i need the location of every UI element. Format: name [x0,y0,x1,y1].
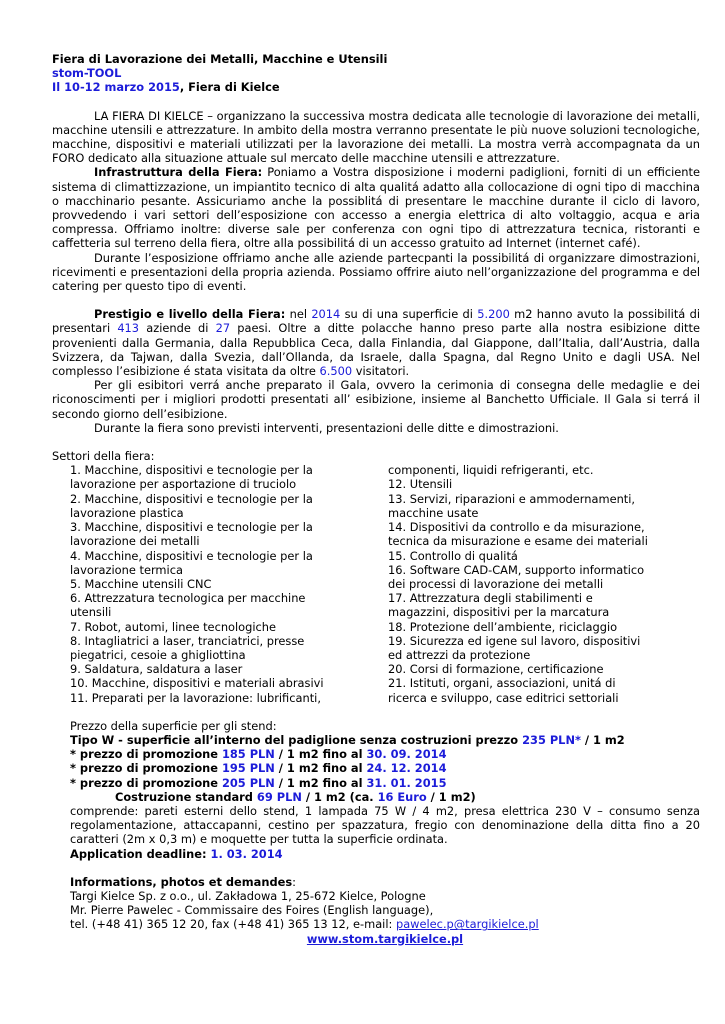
fair-date-line [52,80,700,94]
comprende-text: comprende: pareti esterni dello stend, 1 lampada 75 W / 4 m2, presa elettrica 230 V – consumo senza regolamentazione, attaccapanni, cestino per spazzatura, fregio con denominazione della ditta fino a 20 caratteri (2m x 0,3 m) e moquette per tutta la superficie ordinata. [70,803,700,847]
promo-list [70,747,700,790]
tipo-w-line [70,733,700,747]
sector-line: 1. Macchine, dispositivi e tecnologie per la [70,463,313,478]
fair-name: stom-TOOL [52,66,122,81]
promo-text: * prezzo di promozione [70,747,222,762]
promo-price: 205 PLN [221,775,275,790]
intro-paragraph: LA FIERA DI KIELCE – organizzano la successiva mostra dedicata alle tecnologie di lavorazione dei metalli, macchine utensili e attrezzature. In ambito della mostra verranno presentate le più nuove soluzioni tecnologiche, macchine, dispositivi e materiali utilizzati per la lavorazione dei metalli. La mostra verrà accompagnata da un FORO dedicato alla situazione attuale sul mercato delle macchine utensili e attrezzature. [52,108,700,166]
gala-paragraph: Per gli esibitori verrá anche preparato il Gala, ovvero la cerimonia di consegna delle medaglie e dei riconoscimenti per i migliori prodotti presentati all’ esibizione, insieme al Banchetto Ufficiale. Il Gala si terrá il secondo giorno dell’esibizione. [52,378,700,421]
prestigio-text: visitatori. [352,364,410,379]
sector-line: 21. Istituti, organi, associazioni, unitá di [388,676,616,691]
prestigio-text: paesi. Oltre a ditte polacche hanno preso parte alla nostra esibizione ditte provenienti dalla Germania, dalla Repubblica Ceca, dalla Finlandia, dal Giappone, dall’Italia, dall’Austria, dalla Svizzera, da Tajwan, dalla Svezia, dall’Ollanda, da Israele, dalla Spagna, dal Regno Unito e dagli USA. Nel complesso l’esibizione é stata visitata da oltre [52,321,700,379]
sector-line: lavorazione per asportazione di truciolo [70,477,297,492]
promo-text: / 1 m2 fino al [274,747,367,762]
sector-line: 7. Robot, automi, linee tecnologiche [70,619,277,634]
contact-phone-line [70,917,700,931]
sector-line: componenti, liquidi refrigeranti, etc. [388,463,594,478]
sector-line: piegatrici, cesoie a ghigliottina [70,647,246,662]
fair-place: , Fiera di Kielce [179,80,280,95]
sector-line: macchine usate [388,505,479,520]
sector-line: utensili [70,605,112,620]
prestigio-visitors: 6.500 [319,364,353,379]
promo-line [70,761,700,775]
standard-price: 69 PLN [256,789,302,804]
prestigio-text: nel [285,307,312,322]
sectors-list [70,463,700,704]
contact-title-line [70,875,700,889]
contact-colon: : [292,874,296,889]
prestigio-text: su di una superficie di [340,307,478,322]
prestigio-paragraph [52,307,700,378]
standard-text: / 1 m2) [426,789,476,804]
prestigio-area: 5.200 [477,307,510,322]
sector-line: 19. Sicurezza ed igene sul lavoro, dispositivi [388,633,641,648]
deadline-label: Application deadline: [70,846,211,861]
sector-line: dei processi di lavorazione dei metalli [388,576,604,591]
sector-line: 2. Macchine, dispositivi e tecnologie per la [70,491,313,506]
promo-text: * prezzo di promozione [70,761,222,776]
promo-text: / 1 m2 fino al [274,775,367,790]
contact-title: Informations, photos et demandes [70,874,293,889]
tipo-w-price: 235 PLN* [522,732,581,747]
contact-phone: tel. (+48 41) 365 12 20, fax (+48 41) 365 13 12, e-mail: [70,917,396,932]
sectors-title: Settori della fiera: [52,449,155,464]
sector-line: 20. Corsi di formazione, certificazione [388,662,604,677]
infra-text: Poniamo a Vostra disposizione i moderni padiglioni, forniti di un efficiente sistema di climattizzazione, un impiantito tecnico di alta qualitá adatto alla collocazione di ogni tipo di macchina o macchinario pesante. Assicuriamo anche la possiblitá di presentare le macchine durante il ciclo di lavoro, provvedendo i vari settori dell’esposizione con accesso a energia elettrica di alto voltaggio, acqua e aria compressa. Offriamo inoltre: diverse sale per conferenza con ogni tipo di attrezzatura tecnica, ristoranti e caffetteria sul terreno della fiera, oltre alla possibilitá di un accesso gratuito ad Internet (internet café). [52,165,700,251]
sector-line: ed attrezzi da protezione [388,647,531,662]
promo-text: * prezzo di promozione [70,775,222,790]
sector-line: 8. Intagliatrici a laser, tranciatrici, presse [70,633,305,648]
website-line [70,932,700,946]
sector-line: 13. Servizi, riparazioni e ammodernamenti, [388,491,636,506]
fair-title: Fiera di Lavorazione dei Metalli, Macchine e Utensili [52,52,388,66]
standard-euro: 16 Euro [377,789,427,804]
sector-line: 10. Macchine, dispositivi e materiali abrasivi [70,676,324,691]
sector-line: magazzini, dispositivi per la marcatura [388,605,610,620]
sector-line: lavorazione dei metalli [70,534,200,549]
standard-line [115,790,700,804]
sector-line: lavorazione plastica [70,505,184,520]
promo-date: 30. 09. 2014 [366,747,447,762]
sector-line: 5. Macchine utensili CNC [70,576,212,591]
prices-intro: Prezzo della superficie per gli stend: [70,718,277,733]
sector-line: 9. Saldatura, saldatura a laser [70,662,243,677]
contact-person: Mr. Pierre Pawelec - Commissaire des Foires (English language), [70,903,434,918]
sector-line: ricerca e sviluppo, case editrici settoriali [388,690,619,705]
prices-section [70,719,700,861]
infra-title: Infrastruttura della Fiera: [94,165,263,180]
tipo-w-text: Tipo W - superficie all’interno del padiglione senza costruzioni prezzo [70,732,523,747]
sector-line: 17. Attrezzatura degli stabilimenti e [388,591,593,606]
standard-text: Costruzione standard [115,789,257,804]
sectors-left-column [70,463,370,704]
prestigio-text: aziende di [139,321,216,336]
promo-date: 31. 01. 2015 [366,775,447,790]
prestigio-year: 2014 [311,307,341,322]
sector-line: 14. Dispositivi da controllo e da misurazione, [388,520,645,535]
sector-line: 12. Utensili [388,477,453,492]
sector-line: 3. Macchine, dispositivi e tecnologie per la [70,520,313,535]
deadline-date: 1. 03. 2014 [210,846,283,861]
tipo-w-unit: / 1 m2 [580,732,625,747]
interventi-paragraph: Durante la fiera sono previsti interventi, presentazioni delle ditte e dimostrazioni. [94,420,559,435]
promo-line [70,776,700,790]
contact-section [70,875,700,946]
sector-line: 16. Software CAD-CAM, supporto informatico [388,562,645,577]
deadline-line [70,847,700,861]
sector-line: 11. Preparati per la lavorazione: lubrificanti, [70,690,321,705]
prestigio-firms: 413 [117,321,140,336]
sector-line: 18. Protezione dell’ambiente, riciclaggio [388,619,618,634]
fair-date: Il 10-12 marzo 2015 [52,80,180,95]
sector-line: 15. Controllo di qualitá [388,548,518,563]
promo-line [70,747,700,761]
promo-price: 195 PLN [221,761,275,776]
sectors-right-column [388,463,688,704]
prestigio-title: Prestigio e livello della Fiera: [94,307,286,322]
standard-text: / 1 m2 (ca. [301,789,378,804]
prestigio-countries: 27 [215,321,231,336]
header [52,52,700,95]
sector-line: 4. Macchine, dispositivi e tecnologie per la [70,548,313,563]
sector-line: lavorazione termica [70,562,183,577]
promo-price: 185 PLN [221,747,275,762]
email-link[interactable]: pawelec.p@targikielce.pl [395,917,539,932]
website-link[interactable]: www.stom.targikielce.pl [306,931,464,946]
sector-line: 6. Attrezzatura tecnologica per macchine [70,591,306,606]
document-page [52,52,700,946]
sector-line: tecnica da misurazione e esame dei materiali [388,534,648,549]
infra-paragraph [52,165,700,250]
promo-date: 24. 12. 2014 [366,761,447,776]
during-paragraph: Durante l’esposizione offriamo anche alle aziende partecpanti la possibilitá di organizzare dimostrazioni, ricevimenti e presentazioni della propria azienda. Possiamo offrire aiuto nell’organizzazione del programma e del catering per questo tipo di eventi. [52,250,700,294]
contact-address: Targi Kielce Sp. z o.o., ul. Zakładowa 1, 25-672 Kielce, Pologne [70,888,426,903]
promo-text: / 1 m2 fino al [274,761,367,776]
prestigio-text: m2 hanno avuto la possibilitá di presentari [52,307,700,336]
